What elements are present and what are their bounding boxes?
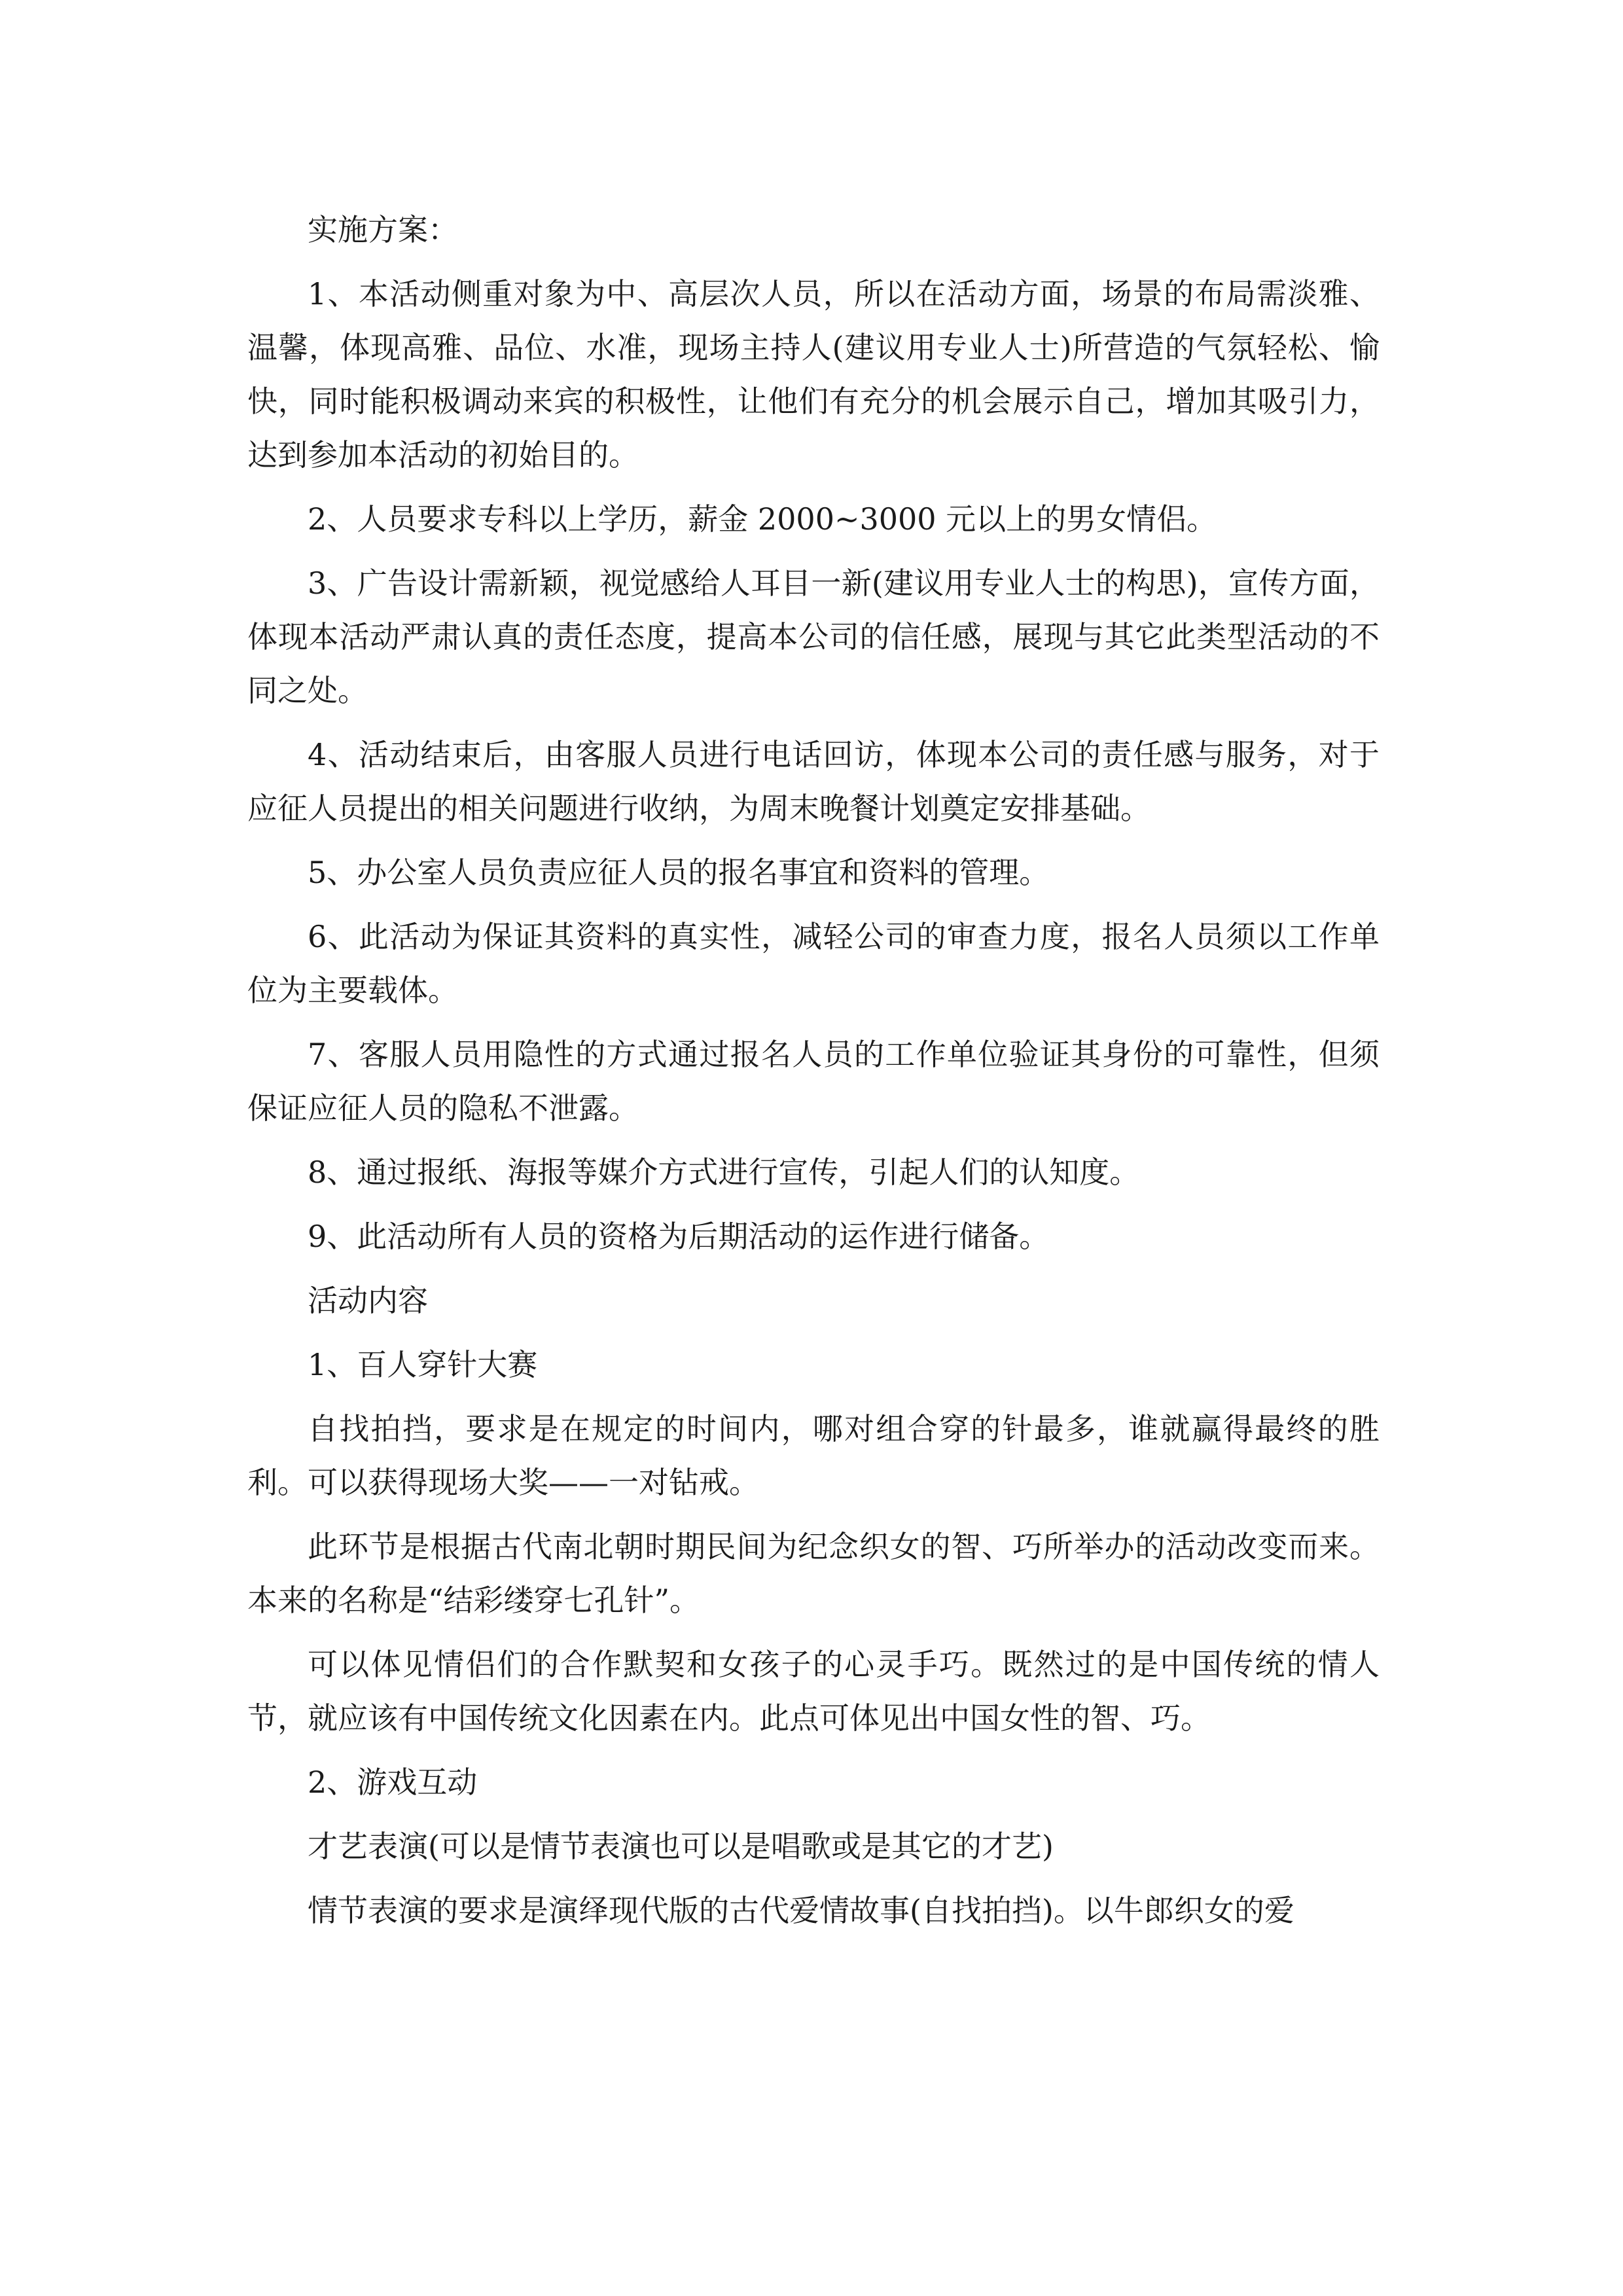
- activity-1-origin: 此环节是根据古代南北朝时期民间为纪念织女的智、巧所举办的活动改变而来。本来的名称是“结彩缕穿七孔针”。: [247, 1529, 1380, 1618]
- activity-1-title: 1、百人穿针大赛: [308, 1347, 538, 1382]
- plan-item-2: 2、人员要求专科以上学历，薪金 2000~3000 元以上的男女情侣。: [308, 501, 1217, 537]
- document-body: [247, 203, 1380, 1948]
- plan-item-3: 3、广告设计需新颖，视觉感给人耳目一新(建议用专业人士的构思)，宣传方面，体现本活动严肃认真的责任态度，提高本公司的信任感，展现与其它此类型活动的不同之处。: [247, 565, 1380, 708]
- activity-2-performance-rules: 情节表演的要求是演绎现代版的古代爱情故事(自找拍挡)。以牛郎织女的爱: [308, 1893, 1294, 1928]
- activity-2-talent-show: 才艺表演(可以是情节表演也可以是唱歌或是其它的才艺): [308, 1829, 1054, 1864]
- plan-item-7: 7、客服人员用隐性的方式通过报名人员的工作单位验证其身份的可靠性，但须保证应征人员的隐私不泄露。: [247, 1037, 1380, 1126]
- plan-item-9: 9、此活动所有人员的资格为后期活动的运作进行储备。: [308, 1219, 1050, 1254]
- heading-activity-content: 活动内容: [308, 1283, 428, 1318]
- heading-implementation-plan: 实施方案：: [308, 212, 458, 247]
- activity-1-meaning: 可以体见情侣们的合作默契和女孩子的心灵手巧。既然过的是中国传统的情人节，就应该有中国传统文化因素在内。此点可体见出中国女性的智、巧。: [247, 1647, 1380, 1736]
- plan-item-6: 6、此活动为保证其资料的真实性，减轻公司的审查力度，报名人员须以工作单位为主要载体。: [247, 919, 1380, 1008]
- plan-item-1: 1、本活动侧重对象为中、高层次人员，所以在活动方面，场景的布局需淡雅、温馨，体现高雅、品位、水准，现场主持人(建议用专业人士)所营造的气氛轻松、愉快，同时能积极调动来宾的积极性，让他们有充分的机会展示自己，增加其吸引力，达到参加本活动的初始目的。: [247, 276, 1380, 473]
- activity-1-rules: 自找拍挡，要求是在规定的时间内，哪对组合穿的针最多，谁就赢得最终的胜利。可以获得现场大奖——一对钻戒。: [247, 1411, 1380, 1500]
- activity-2-title: 2、游戏互动: [308, 1765, 478, 1800]
- plan-item-5: 5、办公室人员负责应征人员的报名事宜和资料的管理。: [308, 855, 1050, 890]
- plan-item-8: 8、通过报纸、海报等媒介方式进行宣传，引起人们的认知度。: [308, 1155, 1140, 1190]
- plan-item-4: 4、活动结束后，由客服人员进行电话回访，体现本公司的责任感与服务，对于应征人员提出的相关问题进行收纳，为周末晚餐计划奠定安排基础。: [247, 737, 1380, 826]
